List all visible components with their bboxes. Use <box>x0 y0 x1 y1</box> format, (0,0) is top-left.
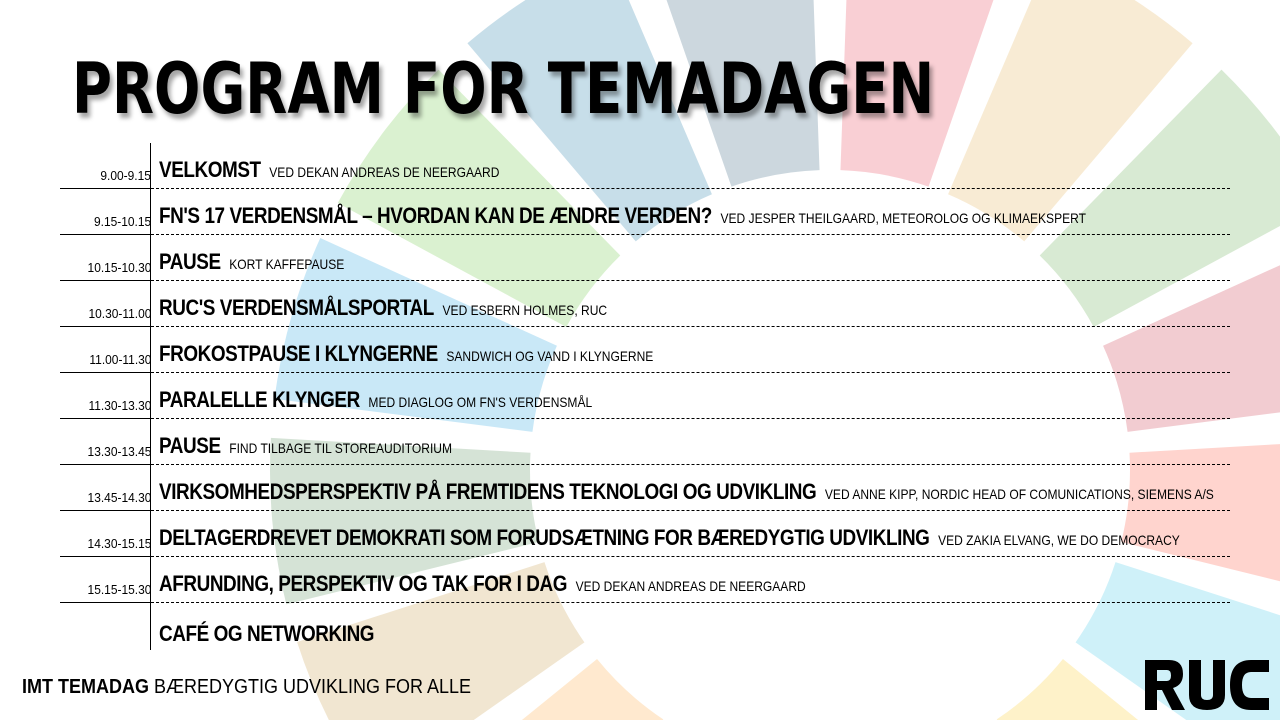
schedule-content <box>159 571 806 597</box>
schedule-description: VED ANNE KIPP, NORDIC HEAD OF COMUNICATIONS, SIEMENS A/S <box>824 486 1214 502</box>
schedule-row <box>60 189 1230 235</box>
schedule-description: VED JESPER THEILGAARD, METEOROLOG OG KLIMAEKSPERT <box>720 210 1086 226</box>
schedule-row <box>60 511 1230 557</box>
schedule-time: 9.15-10.15 <box>93 214 151 229</box>
schedule-description: VED DEKAN ANDREAS DE NEERGAARD <box>269 164 500 180</box>
schedule-row <box>60 603 1230 649</box>
schedule-title: PAUSE <box>159 433 221 458</box>
page-title: PROGRAM FOR TEMADAGEN <box>72 48 935 130</box>
schedule-description: VED DEKAN ANDREAS DE NEERGAARD <box>575 578 806 594</box>
schedule-time: 14.30-15.15 <box>87 536 151 551</box>
schedule-content <box>159 341 653 367</box>
schedule-row <box>60 419 1230 465</box>
footer <box>22 676 471 699</box>
schedule-time: 13.30-13.45 <box>87 444 151 459</box>
schedule-row <box>60 281 1230 327</box>
schedule-time: 10.30-11.00 <box>88 306 151 321</box>
schedule-content <box>159 249 344 275</box>
schedule-description: KORT KAFFEPAUSE <box>229 256 345 272</box>
schedule-content <box>159 203 1086 229</box>
schedule-time: 11.30-13.30 <box>88 398 151 413</box>
footer-event-name: IMT TEMADAG <box>22 676 149 698</box>
schedule-title: CAFÉ OG NETWORKING <box>159 621 375 646</box>
schedule-content <box>159 387 592 413</box>
schedule-content <box>159 433 452 459</box>
schedule-description: VED ZAKIA ELVANG, WE DO DEMOCRACY <box>938 532 1180 548</box>
schedule-content <box>159 621 383 647</box>
schedule-row <box>60 143 1230 189</box>
schedule-time: 13.45-14.30 <box>87 490 151 505</box>
schedule-time: 9.00-9.15 <box>100 168 151 183</box>
schedule-title: DELTAGERDREVET DEMOKRATI SOM FORUDSÆTNING FOR BÆREDYGTIG UDVIKLING <box>159 525 930 550</box>
ruc-logo <box>1143 659 1271 711</box>
schedule-title: AFRUNDING, PERSPEKTIV OG TAK FOR I DAG <box>159 571 567 596</box>
schedule-content <box>159 157 499 183</box>
schedule-row <box>60 465 1230 511</box>
schedule-time: 11.00-11.30 <box>88 352 151 367</box>
footer-subtitle: BÆREDYGTIG UDVIKLING FOR ALLE <box>153 676 472 698</box>
schedule-title: FN'S 17 VERDENSMÅL – HVORDAN KAN DE ÆNDRE VERDEN? <box>159 203 712 228</box>
schedule-title: VELKOMST <box>159 157 261 182</box>
schedule-description: VED ESBERN HOLMES, RUC <box>442 302 608 318</box>
schedule-row <box>60 373 1230 419</box>
schedule-time: 15.15-15.30 <box>87 582 151 597</box>
schedule-description: FIND TILBAGE TIL STOREAUDITORIUM <box>229 440 453 456</box>
schedule-row <box>60 327 1230 373</box>
schedule-title: VIRKSOMHEDSPERSPEKTIV PÅ FREMTIDENS TEKNOLOGI OG UDVIKLING <box>159 479 817 504</box>
schedule-content <box>159 479 1214 505</box>
schedule-description: SANDWICH OG VAND I KLYNGERNE <box>446 348 654 364</box>
schedule-title: PARALELLE KLYNGER <box>159 387 360 412</box>
schedule-title: PAUSE <box>159 249 221 274</box>
schedule-description: MED DIAGLOG OM FN'S VERDENSMÅL <box>368 394 593 410</box>
schedule-content <box>159 295 607 321</box>
schedule-title: RUC'S VERDENSMÅLSPORTAL <box>159 295 434 320</box>
schedule-row <box>60 557 1230 603</box>
schedule-content <box>159 525 1180 551</box>
schedule-row <box>60 235 1230 281</box>
schedule-time: 10.15-10.30 <box>87 260 151 275</box>
schedule-title: FROKOSTPAUSE I KLYNGERNE <box>159 341 438 366</box>
